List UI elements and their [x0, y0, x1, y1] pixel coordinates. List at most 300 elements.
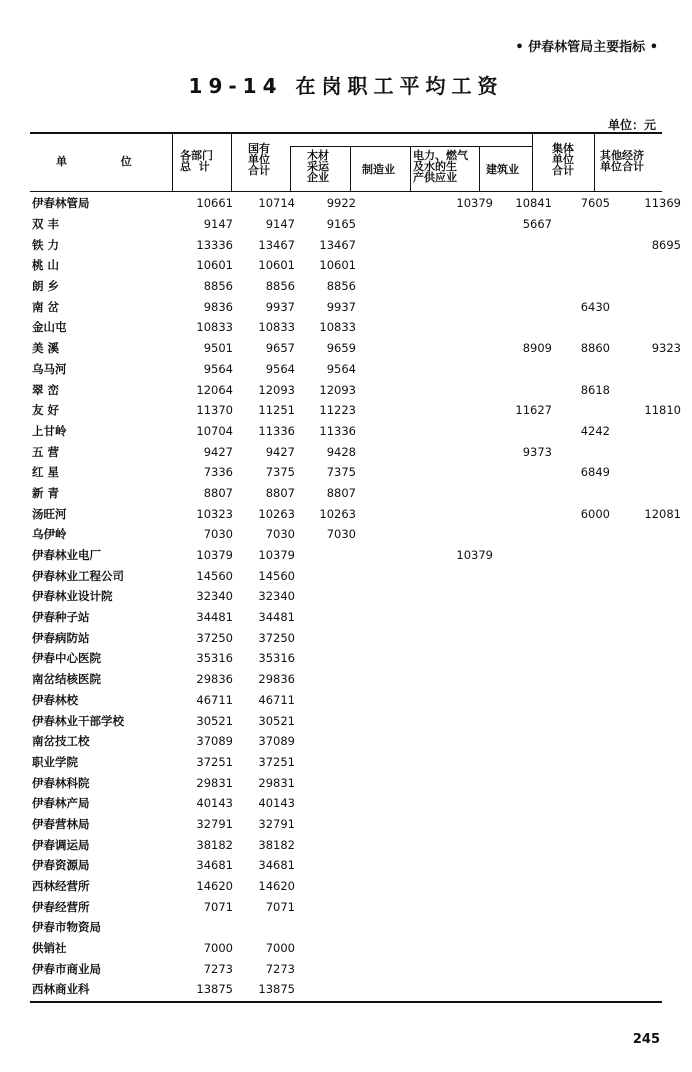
value-cell: 8807: [326, 485, 356, 500]
value-cell: 13467: [258, 237, 295, 252]
value-cell: 12081: [644, 506, 681, 521]
row-label: 乌马河: [32, 361, 67, 376]
value-cell: 30521: [258, 713, 295, 728]
value-cell: [359, 855, 422, 876]
table-row: [30, 917, 684, 938]
value-cell: 10833: [196, 320, 233, 335]
row-label: 南 岔: [32, 299, 60, 314]
row-label: 伊春林科院: [32, 775, 90, 790]
col-header-power: 电力、燃气 及水的生 产供应业: [413, 149, 468, 184]
row-label: 桃 山: [32, 258, 60, 273]
value-cell: [555, 793, 613, 814]
value-cell: [422, 896, 496, 917]
value-cell: [359, 234, 422, 255]
value-cell: [555, 234, 613, 255]
value-cell: [496, 958, 555, 979]
value-cell: 32791: [196, 816, 233, 831]
value-cell: [496, 483, 555, 504]
value-cell: [422, 731, 496, 752]
value-cell: 9564: [203, 361, 233, 376]
value-cell: [359, 772, 422, 793]
row-label: 伊春经营所: [32, 899, 90, 914]
value-cell: [555, 441, 613, 462]
row-label: 铁 力: [32, 237, 60, 252]
row-label: 职业学院: [32, 754, 78, 769]
value-cell: 12093: [258, 382, 295, 397]
value-cell: [496, 296, 555, 317]
value-cell: [298, 896, 359, 917]
value-cell: 10704: [196, 423, 233, 438]
value-cell: [422, 648, 496, 669]
value-cell: [359, 752, 422, 773]
value-cell: 11223: [319, 403, 356, 418]
value-cell: [359, 338, 422, 359]
value-cell: [496, 359, 555, 380]
value-cell: [359, 731, 422, 752]
row-label: 伊春林业设计院: [32, 589, 113, 604]
value-cell: [359, 669, 422, 690]
value-cell: 37250: [196, 630, 233, 645]
value-cell: 10833: [319, 320, 356, 335]
value-cell: [422, 214, 496, 235]
value-cell: [555, 565, 613, 586]
value-cell: [298, 669, 359, 690]
row-label: 西林经营所: [32, 879, 90, 894]
value-cell: 5667: [522, 217, 552, 232]
value-cell: [359, 276, 422, 297]
col-header-unit: 单 位: [56, 155, 132, 168]
value-cell: [496, 752, 555, 773]
value-cell: [496, 793, 555, 814]
value-cell: [422, 855, 496, 876]
value-cell: [555, 979, 613, 1000]
row-label: 美 溪: [32, 341, 60, 356]
value-cell: 10833: [258, 320, 295, 335]
value-cell: 13875: [258, 982, 295, 997]
value-cell: [496, 772, 555, 793]
col-header-collective: 集体 单位 合计: [552, 142, 574, 177]
table-row: [30, 938, 684, 959]
value-cell: 11251: [258, 403, 295, 418]
running-head: • 伊春林管局主要指标 •: [515, 40, 658, 55]
value-cell: 34481: [196, 610, 233, 625]
table-row: [30, 855, 684, 876]
value-cell: 9427: [203, 444, 233, 459]
table-row: [30, 752, 684, 773]
row-label: 西林商业科: [32, 982, 90, 997]
value-cell: [555, 586, 613, 607]
col-header-total: 各部门 总 计: [180, 149, 213, 173]
value-cell: 9428: [326, 444, 356, 459]
value-cell: [359, 483, 422, 504]
value-cell: [359, 958, 422, 979]
table-row: [30, 586, 684, 607]
header-divider: [350, 146, 351, 191]
value-cell: [613, 772, 684, 793]
value-cell: [422, 317, 496, 338]
value-cell: [496, 669, 555, 690]
value-cell: [613, 255, 684, 276]
value-cell: [613, 793, 684, 814]
value-cell: 7336: [203, 465, 233, 480]
value-cell: 11810: [644, 403, 681, 418]
row-label: 伊春林校: [32, 692, 78, 707]
value-cell: [555, 690, 613, 711]
table-row: [30, 876, 684, 897]
value-cell: 10379: [258, 548, 295, 563]
table-row: [30, 214, 684, 235]
value-cell: 10601: [196, 258, 233, 273]
table-row: [30, 545, 684, 566]
value-cell: [555, 627, 613, 648]
value-cell: [422, 834, 496, 855]
value-cell: [613, 834, 684, 855]
value-cell: [613, 896, 684, 917]
value-cell: [555, 607, 613, 628]
value-cell: 9937: [326, 299, 356, 314]
value-cell: 9147: [203, 217, 233, 232]
value-cell: [555, 731, 613, 752]
value-cell: 11336: [258, 423, 295, 438]
value-cell: [555, 317, 613, 338]
value-cell: [359, 876, 422, 897]
table-row: [30, 317, 684, 338]
value-cell: [422, 524, 496, 545]
row-label: 双 丰: [32, 217, 60, 232]
value-cell: [613, 690, 684, 711]
value-cell: [613, 441, 684, 462]
value-cell: [298, 855, 359, 876]
value-cell: [298, 938, 359, 959]
header-divider: [594, 132, 595, 191]
value-cell: [422, 338, 496, 359]
value-cell: [422, 752, 496, 773]
value-cell: [613, 607, 684, 628]
table-row: [30, 503, 684, 524]
value-cell: 11336: [319, 423, 356, 438]
value-cell: [359, 379, 422, 400]
value-cell: 7030: [326, 527, 356, 542]
value-cell: [298, 917, 359, 938]
row-label: 供销社: [32, 941, 67, 956]
value-cell: [613, 731, 684, 752]
value-cell: 9659: [326, 341, 356, 356]
value-cell: [359, 296, 422, 317]
value-cell: [422, 958, 496, 979]
value-cell: [496, 524, 555, 545]
value-cell: 9427: [265, 444, 295, 459]
value-cell: 10323: [196, 506, 233, 521]
row-label: 伊春调运局: [32, 837, 90, 852]
value-cell: 7375: [265, 465, 295, 480]
table-row: [30, 979, 684, 1000]
table-row: [30, 462, 684, 483]
value-cell: [422, 690, 496, 711]
value-cell: [496, 648, 555, 669]
value-cell: [613, 917, 684, 938]
value-cell: [496, 379, 555, 400]
value-cell: [422, 876, 496, 897]
value-cell: [359, 607, 422, 628]
row-label: 伊春林管局: [32, 196, 90, 211]
value-cell: [496, 917, 555, 938]
value-cell: [298, 834, 359, 855]
value-cell: [422, 276, 496, 297]
value-cell: 8909: [522, 341, 552, 356]
value-cell: [613, 876, 684, 897]
value-cell: 7605: [580, 196, 610, 211]
header-divider: [290, 146, 291, 191]
value-cell: 8618: [580, 382, 610, 397]
value-cell: [422, 255, 496, 276]
value-cell: 10601: [319, 258, 356, 273]
row-label: 友 好: [32, 403, 60, 418]
value-cell: [496, 896, 555, 917]
value-cell: [298, 876, 359, 897]
value-cell: 10714: [258, 196, 295, 211]
value-cell: [613, 359, 684, 380]
value-cell: [298, 545, 359, 566]
value-cell: [613, 855, 684, 876]
value-cell: [555, 752, 613, 773]
header-divider: [231, 132, 232, 191]
header-divider: [410, 146, 411, 191]
row-label: 五 营: [32, 444, 60, 459]
value-cell: 35316: [196, 651, 233, 666]
table-row: [30, 483, 684, 504]
value-cell: 4242: [580, 423, 610, 438]
value-cell: 10379: [456, 548, 493, 563]
value-cell: [613, 669, 684, 690]
value-cell: [613, 296, 684, 317]
value-cell: 9501: [203, 341, 233, 356]
value-cell: [555, 855, 613, 876]
value-cell: 10379: [456, 196, 493, 211]
table-row: [30, 441, 684, 462]
value-cell: [298, 648, 359, 669]
table-row: [30, 193, 684, 214]
row-label: 伊春林产局: [32, 796, 90, 811]
col-header-timber: 木材 采运 企业: [307, 149, 329, 184]
value-cell: [613, 524, 684, 545]
value-cell: [555, 648, 613, 669]
table-row: [30, 814, 684, 835]
table-row: [30, 690, 684, 711]
value-cell: [496, 276, 555, 297]
value-cell: [613, 752, 684, 773]
row-label: 红 星: [32, 465, 60, 480]
header-bottom-rule: [30, 191, 662, 192]
value-cell: 9373: [522, 444, 552, 459]
value-cell: 9147: [265, 217, 295, 232]
value-cell: [298, 752, 359, 773]
value-cell: [298, 793, 359, 814]
value-cell: [359, 317, 422, 338]
row-label: 乌伊岭: [32, 527, 67, 542]
value-cell: [298, 772, 359, 793]
row-label: 伊春林业电厂: [32, 548, 101, 563]
value-cell: [422, 400, 496, 421]
header-divider: [479, 146, 480, 191]
value-cell: 29836: [196, 672, 233, 687]
value-cell: [359, 896, 422, 917]
value-cell: [422, 938, 496, 959]
row-label: 伊春市商业局: [32, 961, 101, 976]
value-cell: [496, 586, 555, 607]
value-cell: [613, 586, 684, 607]
row-label: 伊春林业干部学校: [32, 713, 124, 728]
value-cell: 8856: [203, 279, 233, 294]
row-label: 南岔结核医院: [32, 672, 101, 687]
value-cell: 12093: [319, 382, 356, 397]
value-cell: [359, 834, 422, 855]
value-cell: 10841: [515, 196, 552, 211]
table-row: [30, 772, 684, 793]
value-cell: 7000: [265, 941, 295, 956]
value-cell: 10601: [258, 258, 295, 273]
value-cell: [555, 834, 613, 855]
value-cell: [496, 545, 555, 566]
table-row: [30, 359, 684, 380]
value-cell: [555, 876, 613, 897]
value-cell: 13467: [319, 237, 356, 252]
value-cell: 11370: [196, 403, 233, 418]
page-title: 19-14 在岗职工平均工资: [188, 74, 504, 98]
value-cell: 8856: [265, 279, 295, 294]
value-cell: 7375: [326, 465, 356, 480]
row-label: 伊春市物资局: [32, 920, 101, 935]
value-cell: [174, 917, 236, 938]
value-cell: 9937: [265, 299, 295, 314]
wage-table: [30, 193, 684, 1000]
value-cell: [422, 359, 496, 380]
value-cell: [496, 731, 555, 752]
value-cell: [359, 648, 422, 669]
value-cell: [359, 690, 422, 711]
value-cell: 40143: [258, 796, 295, 811]
value-cell: [359, 421, 422, 442]
value-cell: [298, 627, 359, 648]
table-row: [30, 648, 684, 669]
value-cell: 37251: [258, 754, 295, 769]
value-cell: [496, 503, 555, 524]
value-cell: [298, 690, 359, 711]
value-cell: 14560: [196, 568, 233, 583]
value-cell: [496, 317, 555, 338]
value-cell: 38182: [258, 837, 295, 852]
value-cell: 46711: [258, 692, 295, 707]
table-row: [30, 338, 684, 359]
value-cell: [359, 441, 422, 462]
value-cell: 7071: [203, 899, 233, 914]
value-cell: [613, 379, 684, 400]
table-row: [30, 565, 684, 586]
value-cell: 11369: [644, 196, 681, 211]
value-cell: 8860: [580, 341, 610, 356]
table-row: [30, 524, 684, 545]
value-cell: [422, 421, 496, 442]
value-cell: [555, 545, 613, 566]
value-cell: 32340: [258, 589, 295, 604]
value-cell: [359, 979, 422, 1000]
value-cell: [298, 814, 359, 835]
value-cell: [496, 234, 555, 255]
value-cell: [298, 586, 359, 607]
value-cell: [613, 483, 684, 504]
page-number: 245: [632, 1032, 660, 1047]
value-cell: 7030: [203, 527, 233, 542]
value-cell: [422, 917, 496, 938]
value-cell: [359, 565, 422, 586]
header-divider: [532, 132, 533, 191]
table-row: [30, 731, 684, 752]
table-row: [30, 896, 684, 917]
value-cell: 37251: [196, 754, 233, 769]
value-cell: [613, 421, 684, 442]
row-label: 伊春病防站: [32, 630, 90, 645]
row-label: 伊春资源局: [32, 858, 90, 873]
value-cell: 7071: [265, 899, 295, 914]
value-cell: [613, 958, 684, 979]
value-cell: 34481: [258, 610, 295, 625]
value-cell: [422, 234, 496, 255]
value-cell: 9564: [265, 361, 295, 376]
value-cell: [555, 214, 613, 235]
value-cell: [555, 359, 613, 380]
value-cell: 7000: [203, 941, 233, 956]
value-cell: [359, 814, 422, 835]
value-cell: [613, 214, 684, 235]
value-cell: [555, 669, 613, 690]
value-cell: [613, 565, 684, 586]
value-cell: [613, 979, 684, 1000]
value-cell: [359, 214, 422, 235]
value-cell: [236, 917, 298, 938]
value-cell: [298, 607, 359, 628]
col-header-state: 国有 单位 合计: [248, 142, 270, 177]
state-subgroup-rule: [290, 146, 532, 147]
value-cell: [422, 710, 496, 731]
value-cell: [555, 938, 613, 959]
table-bottom-rule: [30, 1001, 662, 1003]
row-label: 汤旺河: [32, 506, 67, 521]
value-cell: 8856: [326, 279, 356, 294]
value-cell: [422, 462, 496, 483]
value-cell: 6000: [580, 506, 610, 521]
value-cell: 14560: [258, 568, 295, 583]
value-cell: [359, 359, 422, 380]
value-cell: [555, 772, 613, 793]
table-row: [30, 296, 684, 317]
row-label: 伊春种子站: [32, 610, 90, 625]
row-label: 金山屯: [32, 320, 67, 335]
value-cell: [359, 710, 422, 731]
value-cell: [359, 400, 422, 421]
value-cell: 10379: [196, 548, 233, 563]
value-cell: 9836: [203, 299, 233, 314]
table-row: [30, 234, 684, 255]
col-header-construction: 建筑业: [486, 163, 519, 176]
value-cell: 37250: [258, 630, 295, 645]
value-cell: [422, 979, 496, 1000]
value-cell: [496, 876, 555, 897]
value-cell: [422, 441, 496, 462]
value-cell: 12064: [196, 382, 233, 397]
value-cell: [359, 462, 422, 483]
table-row: [30, 421, 684, 442]
col-header-other: 其他经济 单位合计: [600, 149, 644, 173]
value-cell: 6849: [580, 465, 610, 480]
